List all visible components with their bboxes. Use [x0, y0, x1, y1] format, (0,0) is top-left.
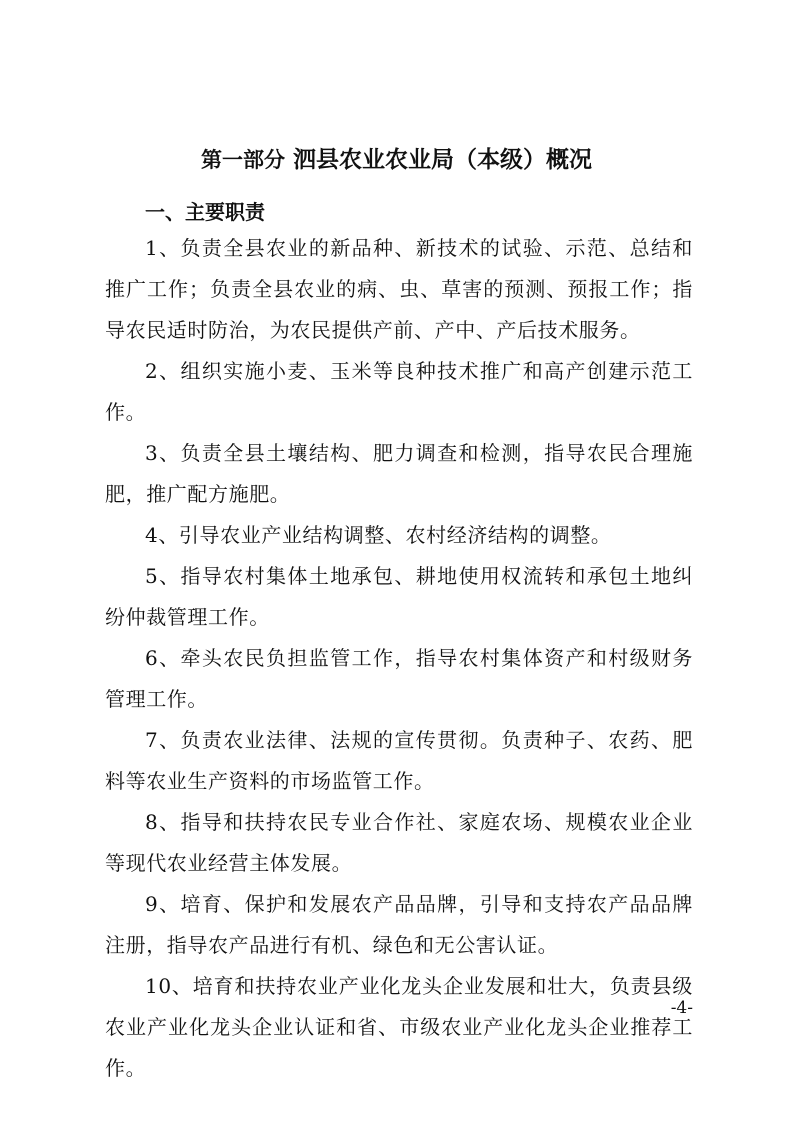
- paragraph-6: 6、牵头农民负担监管工作，指导农村集体资产和村级财务管理工作。: [105, 646, 693, 711]
- page-title: [0, 143, 793, 177]
- paragraph-2: 2、组织实施小麦、玉米等良种技术推广和高产创建示范工作。: [105, 359, 693, 424]
- paragraph-8: 8、指导和扶持农民专业合作社、家庭农场、规模农业企业等现代农业经营主体发展。: [105, 810, 693, 875]
- paragraph-10: 10、培育和扶持农业产业化龙头企业发展和壮大，负责县级农业产业化龙头企业认证和省、市级农业产业化龙头企业推荐工作。: [105, 974, 693, 1080]
- paragraph-4: 4、引导农业产业结构调整、农村经济结构的调整。: [145, 523, 612, 547]
- title-prefix: 第一部分: [201, 147, 285, 172]
- paragraph-5: 5、指导农村集体土地承包、耕地使用权流转和承包土地纠纷仲裁管理工作。: [105, 564, 693, 629]
- paragraph-1: 1、负责全县农业的新品种、新技术的试验、示范、总结和推广工作；负责全县农业的病、虫、草害的预测、预报工作；指导农民适时防治，为农民提供产前、产中、产后技术服务。: [105, 236, 693, 342]
- section-heading: 一、主要职责: [145, 200, 265, 224]
- paragraph-3: 3、负责全县土壤结构、肥力调查和检测，指导农民合理施肥，推广配方施肥。: [105, 441, 693, 506]
- body-text: [105, 228, 693, 1089]
- paragraph-7: 7、负责农业法律、法规的宣传贯彻。负责种子、农药、肥料等农业生产资料的市场监管工作。: [105, 728, 693, 793]
- title-main: 泗县农业农业局（本级）概况: [293, 147, 592, 173]
- paragraph-9: 9、培育、保护和发展农产品品牌，引导和支持农产品品牌注册，指导农产品进行有机、绿色和无公害认证。: [105, 892, 693, 957]
- page-number: -4-: [670, 998, 693, 1018]
